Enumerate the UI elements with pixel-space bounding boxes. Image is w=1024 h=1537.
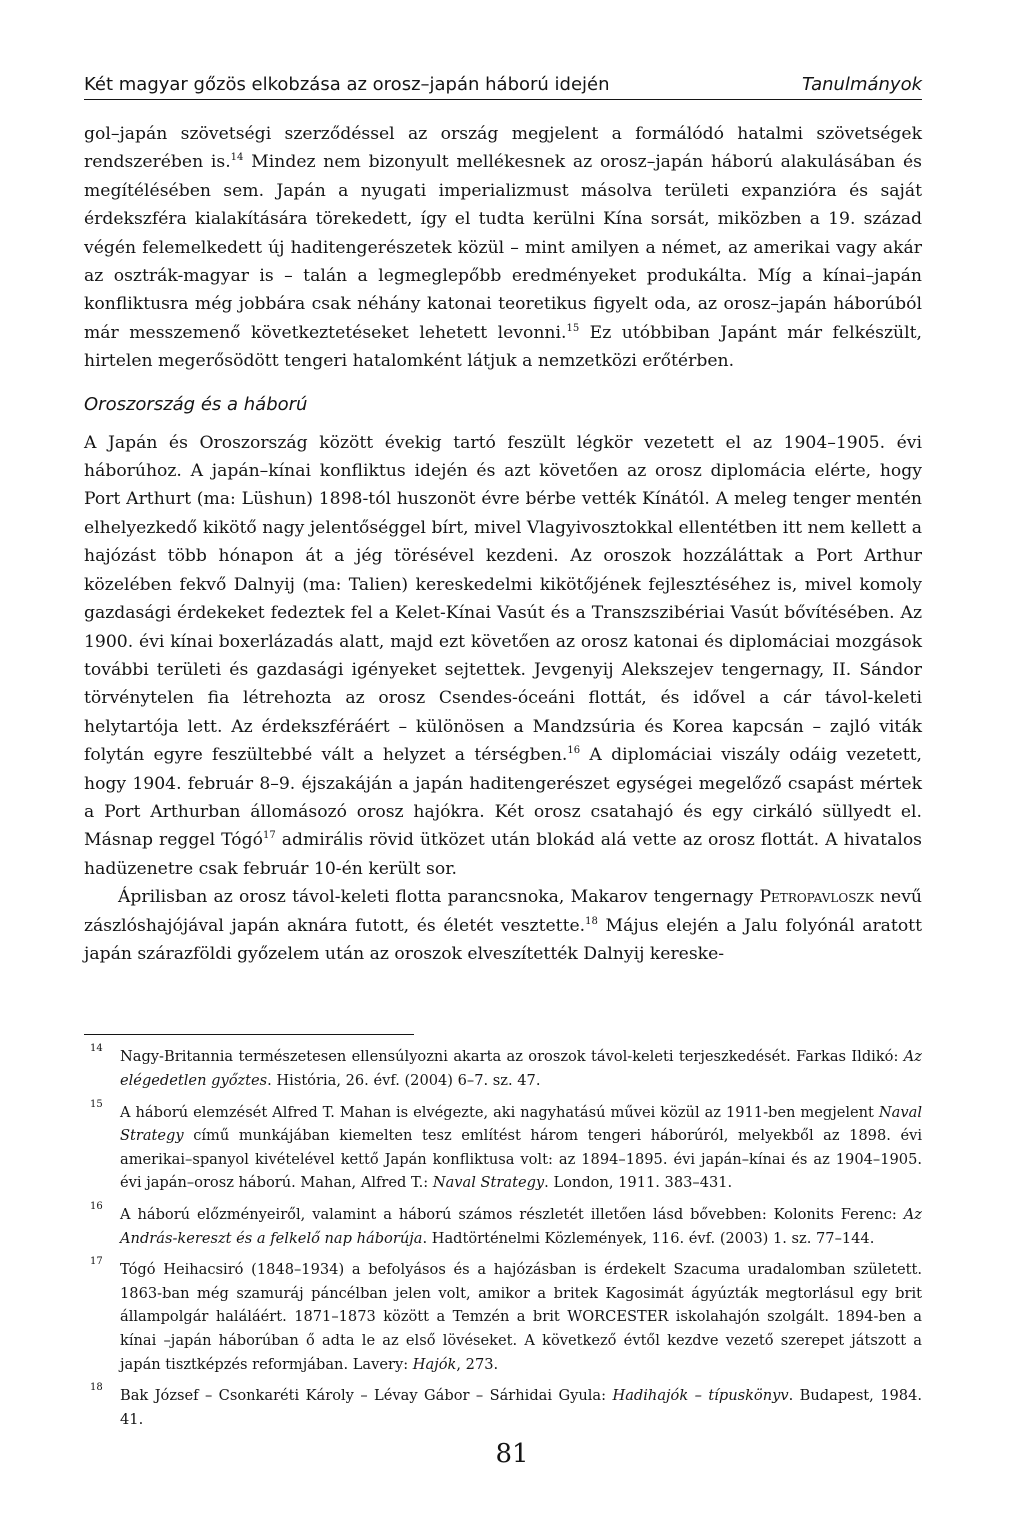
paragraph [84, 883, 922, 968]
footnote-reference: 15 [566, 322, 580, 334]
italic-title: Hadihajók – típuskönyv [612, 1387, 789, 1405]
footnote-reference: 17 [262, 830, 276, 842]
italic-title: Naval Strategy [432, 1174, 545, 1192]
footnote [84, 1045, 922, 1092]
text-run: A diplomáciai viszály odáig vezetett, hogy 1904. február 8–9. éjszakáján a japán haditengerészet egységei megelőző csapást mértek a Port Arthurban állomásozó orosz hajókra. Két orosz csatahajó és egy cirkáló süllyedt el. Másnap reggel Tógó [84, 745, 922, 851]
running-section: Tanulmányok [801, 74, 922, 95]
footnote [84, 1098, 922, 1195]
running-header [84, 74, 922, 100]
footnote-number: 14 [90, 1043, 103, 1055]
section-heading: Oroszország és a háború [84, 393, 308, 415]
italic-title: Hajók [412, 1355, 457, 1373]
text-run: című munkájában kiemelten tesz említést három tengeri háborúról, melyekből az 1898. évi amerikai–spanyol kivételével kettő Japán konfliktusa volt: az 1894–1895. évi japán–kínai és az 1904–1905. évi japán–orosz háború. Mahan, Alfred T.: [120, 1127, 922, 1192]
page [84, 74, 922, 1439]
text-run: Mindez nem bizonyult mellékesnek az orosz–japán háború alakulásában és megítélésében sem. Japán a nyugati imperializmust másolva területi expanzióra és saját érdekszféra kialakítására törekedett, így el tudta kerülni Kína sorsát, miközben a 19. század végén felemelkedett új haditengerészetek közül – mint amilyen a német, az amerikai vagy akár az osztrák-magyar is – talán a legmeglepőbb eredményeket produkálta. Míg a kínai–japán konfliktusra még jobbára csak néhány katonai teoretikus figyelt oda, az orosz–japán háborúból már messzemenő következtetéseket lehetett levonni. [84, 152, 922, 343]
italic-title: Az elégedetlen győztes [120, 1048, 922, 1089]
body-text [84, 120, 922, 968]
text-run: , 273. [456, 1355, 499, 1373]
text-run: Nagy-Britannia természetesen ellensúlyozni akarta az oroszok távol-keleti terjeszkedését. Farkas Ildikó: [120, 1048, 904, 1066]
text-run: nevű zászlóshajójával japán aknára futott, és életét vesztette. [84, 887, 922, 936]
footnote-reference: 14 [230, 152, 244, 164]
running-title: Két magyar gőzös elkobzása az orosz–japán háború idején [84, 74, 610, 95]
page-number: 81 [495, 1439, 529, 1469]
text-run: gol–japán szövetségi szerződéssel az ország megjelent a formálódó hatalmi szövetségek rendszerében is. [84, 124, 922, 173]
footnote [84, 1200, 922, 1250]
text-run: . História, 26. évf. (2004) 6–7. sz. 47. [267, 1071, 541, 1089]
text-run: A háború előzményeiről, valamint a háború számos részletét illetően lásd bővebben: Kolonits Ferenc: [120, 1205, 904, 1223]
italic-title: Naval Strategy [120, 1103, 922, 1145]
ship-name: Petropavloszk [759, 887, 874, 908]
footnote-number: 15 [90, 1098, 103, 1110]
text-run: admirális rövid ütközet után blokád alá vette az orosz flottát. A hivatalos hadüzenetre csak február 10-én került sor. [84, 830, 922, 879]
text-run: A háború elemzését Alfred T. Mahan is elvégezte, aki nagyhatású művei közül az 1911-ben megjelent [120, 1103, 879, 1121]
footnote-number: 17 [90, 1256, 103, 1268]
text-run: A Japán és Oroszország között évekig tartó feszült légkör vezetett el az 1904–1905. évi háborúhoz. A japán–kínai konfliktus idején és azt követően az orosz diplomácia elérte, hogy Port Arthurt (ma: Lüshun) 1898-tól huszonöt évre bérbe vették Kínától. A meleg tenger mentén elhelyezkedő kikötő nagy jelentőséggel bírt, mivel Vlagyivosztokkal ellentétben itt nem kellett a hajózást több hónapon át a jég törésével kezdeni. Az oroszok hozzáláttak a Port Arthur közelében fekvő Dalnyij (ma: Talien) kereskedelmi kikötőjének fejlesztéséhez is, mivel komoly gazdasági érdekeket fedeztek fel a Kelet-Kínai Vasút és a Transzszibériai Vasút bővítésében. Az 1900. évi kínai boxerlázadás alatt, majd ezt követően az orosz katonai és diplomáciai mozgások további területi és gazdasági igényeket sejtettek. Jevgenyij Alekszejev tengernagy, II. Sándor törvénytelen fia létrehozta az orosz Csendes-óceáni flottát, és idővel a cár távol-keleti helytartója lett. Az érdekszféráért – különösen a Mandzsúria és Korea kapcsán – zajló viták folytán egyre feszültebbé vált a helyzet a térségben. [84, 432, 922, 766]
footnote-number: 18 [90, 1382, 103, 1394]
paragraph [84, 120, 922, 376]
text-run: . Hadtörténelmi Közlemények, 116. évf. (2003) 1. sz. 77–144. [422, 1229, 875, 1247]
footnote [84, 1258, 922, 1376]
footnote-number: 16 [90, 1200, 103, 1212]
text-run: Május elején a Jalu folyónál aratott japán szárazföldi győzelem után az oroszok elveszítették Dalnyij kereske- [84, 915, 922, 964]
footnote-reference: 18 [585, 915, 598, 927]
intro-paragraphs [84, 120, 922, 376]
text-run: Tógó Heihacsiró (1848–1934) a befolyásos és a hajózásban is érdekelt Szacuma uradalomban született. 1863-ban még szamuráj páncélban jelen volt, amikor a britek Kagosimát ágyúzták megtorlásul egy brit állampolgár haláláért. 1871–1873 között a Temzén a brit WORCESTER iskolahajón szolgált. 1894-ben a kínai –japán háborúban ő adta le az első lövéseket. A következő évtől kezdve vezető szerepet játszott a japán tisztképzés reformjában. Lavery: [120, 1261, 922, 1373]
text-run: Áprilisban az orosz távol-keleti flotta parancsnoka, Makarov tengernagy [118, 887, 760, 908]
footnote [84, 1384, 922, 1431]
text-run: . London, 1911. 383–431. [544, 1174, 733, 1192]
footnotes [84, 1045, 922, 1431]
footnote-divider [84, 1034, 414, 1035]
text-run: Ez utóbbiban Japánt már felkészült, hirtelen megerősödött tengeri hatalomként látjuk a nemzetközi erőtérben. [84, 322, 922, 372]
italic-title: Az András-kereszt és a felkelő nap háborúja [120, 1205, 922, 1247]
text-run: . Budapest, 1984. 41. [120, 1387, 923, 1428]
paragraph [84, 429, 922, 884]
text-run: Bak József – Csonkaréti Károly – Lévay Gábor – Sárhidai Gyula: [120, 1387, 613, 1405]
footnote-reference: 16 [567, 745, 581, 757]
section-paragraphs [84, 429, 922, 969]
